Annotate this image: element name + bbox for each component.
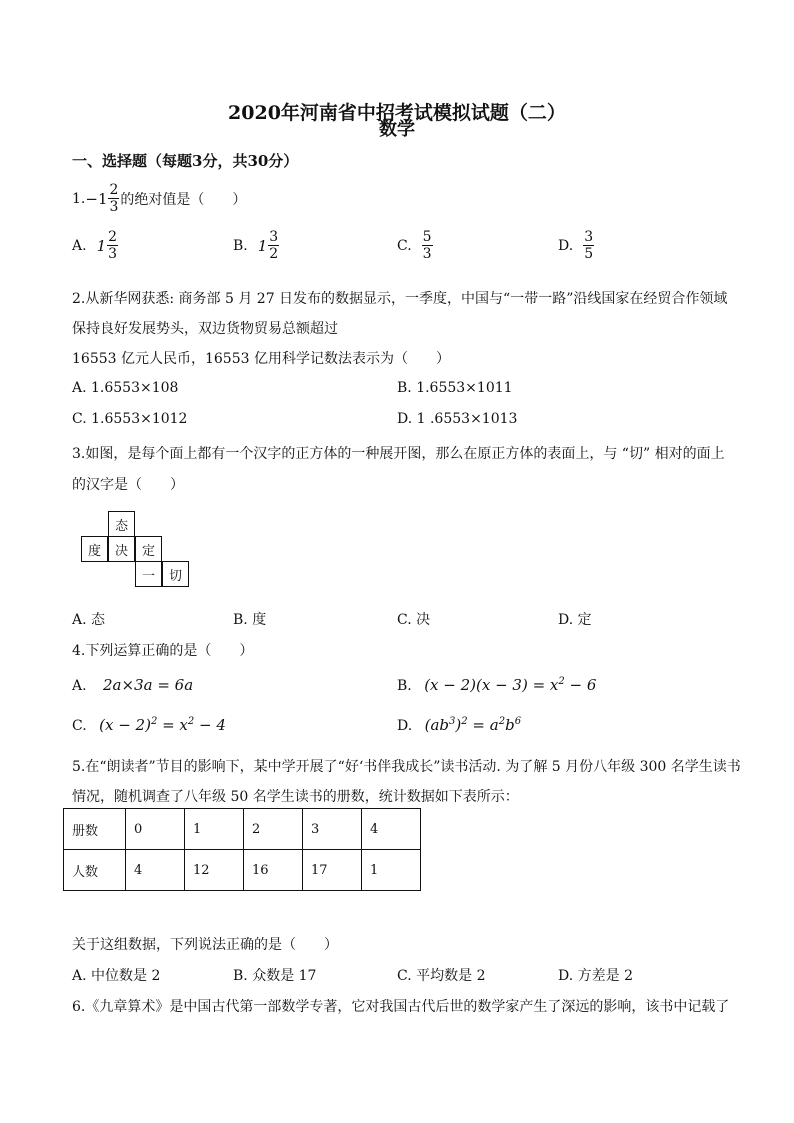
option-label: D.: [397, 718, 413, 734]
option-a: [72, 676, 193, 694]
option-a: [72, 230, 119, 261]
table-cell: 册数: [64, 809, 126, 850]
exponent: 3: [449, 716, 456, 727]
expression: (x − 2): [99, 716, 151, 734]
expression: b: [505, 716, 515, 734]
denominator: 3: [108, 246, 118, 262]
fraction: [268, 230, 279, 261]
option-c: C. 平均数是 2: [397, 968, 486, 984]
table-cell: 3: [303, 809, 362, 850]
denominator: 5: [584, 246, 594, 262]
reading-data-table: [63, 808, 421, 891]
fraction: [422, 230, 433, 261]
table-cell: 人数: [64, 850, 126, 891]
table-cell: 12: [185, 850, 244, 891]
option-label: A.: [72, 678, 87, 694]
question-2-line-3: 16553 亿元人民币，16553 亿用科学记数法表示为（ ）: [72, 351, 450, 367]
expression: 2a×3a = 6a: [103, 676, 194, 694]
option-c: C. 1.6553×1012: [72, 411, 188, 427]
subject-title: 数学: [379, 119, 415, 140]
expression-tail: − 6: [564, 676, 597, 694]
exponent: 6: [514, 716, 522, 727]
question-2-line-2: 保持良好发展势头，双边货物贸易总额超过: [72, 321, 338, 337]
exponent: 2: [150, 716, 158, 727]
option-d: D. 定: [558, 612, 592, 628]
option-d: D. 1 .6553×1013: [397, 411, 518, 427]
whole-part: 1: [257, 236, 268, 255]
option-d: [397, 716, 521, 734]
question-5-line-1: 5.在“朗读者”节目的影响下，某中学开展了“好‘书伴我成长”读书活动. 为了解 5 月份八年级 300 名学生读书: [72, 759, 741, 775]
option-c: [72, 716, 226, 734]
numerator: 2: [108, 229, 118, 245]
table-cell: 17: [303, 850, 362, 891]
question-5-line-2: 情况，随机调查了八年级 50 名学生读书的册数，统计数据如下表所示：: [72, 789, 519, 805]
expression: (ab: [424, 716, 450, 734]
question-1-suffix: 的绝对值是（ ）: [120, 191, 247, 208]
option-label: C.: [72, 718, 87, 734]
table-cell: 4: [126, 850, 185, 891]
net-cell: 度: [81, 536, 108, 562]
question-6-line-1: 6.《九章算术》是中国古代第一部数学专著，它对我国古代后世的数学家产生了深远的影响，该书中记载了: [72, 999, 730, 1015]
fraction: [108, 183, 119, 214]
net-cell: 定: [135, 536, 162, 562]
expression: ): [455, 716, 462, 734]
page-title: 2020年河南省中招考试模拟试题（二）: [228, 102, 566, 124]
option-label: A.: [72, 237, 87, 254]
question-1-stem: [72, 183, 246, 214]
question-number: 1.: [72, 190, 86, 207]
whole-part: 1: [97, 189, 108, 208]
net-cell: 一: [135, 561, 162, 587]
expression: (x − 2)(x − 3) = x: [424, 676, 559, 694]
option-label: B.: [397, 678, 412, 694]
option-label: B.: [233, 237, 248, 254]
option-a: A. 1.6553×108: [72, 380, 179, 396]
table-row: [64, 850, 421, 891]
question-4-stem: 4.下列运算正确的是（ ）: [72, 643, 254, 659]
numerator: 3: [584, 229, 594, 245]
numerator: 3: [269, 229, 279, 245]
table-cell: 0: [126, 809, 185, 850]
fraction: [107, 230, 118, 261]
option-a: A. 中位数是 2: [72, 968, 161, 984]
exponent: 2: [558, 676, 565, 687]
net-cell: 切: [162, 561, 189, 587]
expression-mid: = x: [157, 716, 188, 734]
denominator: 3: [422, 246, 432, 262]
option-b: B. 度: [233, 612, 267, 628]
exponent: 2: [461, 716, 468, 727]
mixed-number: [98, 183, 120, 214]
whole-part: 1: [96, 236, 107, 255]
option-b: [233, 230, 280, 261]
option-label: D.: [558, 237, 574, 254]
question-3-line-1: 3.如图，是每个面上都有一个汉字的正方体的一种展开图，那么在原正方体的表面上，与 “切” 相对的面上: [72, 446, 725, 462]
option-b: B. 1.6553×1011: [397, 380, 513, 396]
option-c: [397, 230, 434, 261]
fraction: [583, 230, 594, 261]
denominator: 2: [269, 246, 279, 262]
numerator: 5: [422, 229, 432, 245]
question-5-follow-up: 关于这组数据，下列说法正确的是（ ）: [72, 937, 338, 953]
section-heading: 一、选择题（每题3分，共30分）: [72, 152, 299, 170]
option-b: B. 众数是 17: [233, 968, 317, 984]
table-cell: 1: [185, 809, 244, 850]
exponent: 2: [187, 716, 195, 727]
option-c: C. 决: [397, 612, 431, 628]
table-row: [64, 809, 421, 850]
expression: = a: [467, 716, 499, 734]
option-d: D. 方差是 2: [558, 968, 633, 984]
question-3-line-2: 的汉字是（ ）: [72, 477, 184, 493]
net-cell: 态: [108, 511, 135, 537]
table-cell: 16: [244, 850, 303, 891]
table-cell: 4: [362, 809, 421, 850]
table-cell: 2: [244, 809, 303, 850]
expression-tail: − 4: [194, 716, 226, 734]
option-d: [558, 230, 595, 261]
minus-sign: −: [85, 189, 98, 208]
option-label: C.: [397, 237, 412, 254]
option-b: [397, 676, 596, 694]
net-cell: 决: [108, 536, 135, 562]
exponent: 2: [498, 716, 506, 727]
table-cell: 1: [362, 850, 421, 891]
question-2-line-1: 2.从新华网获悉: 商务部 5 月 27 日发布的数据显示，一季度，中国与“一带一路”沿线国家在经贸合作领域: [72, 291, 728, 307]
numerator: 2: [109, 182, 119, 198]
option-a: A. 态: [72, 612, 106, 628]
denominator: 3: [109, 199, 119, 215]
